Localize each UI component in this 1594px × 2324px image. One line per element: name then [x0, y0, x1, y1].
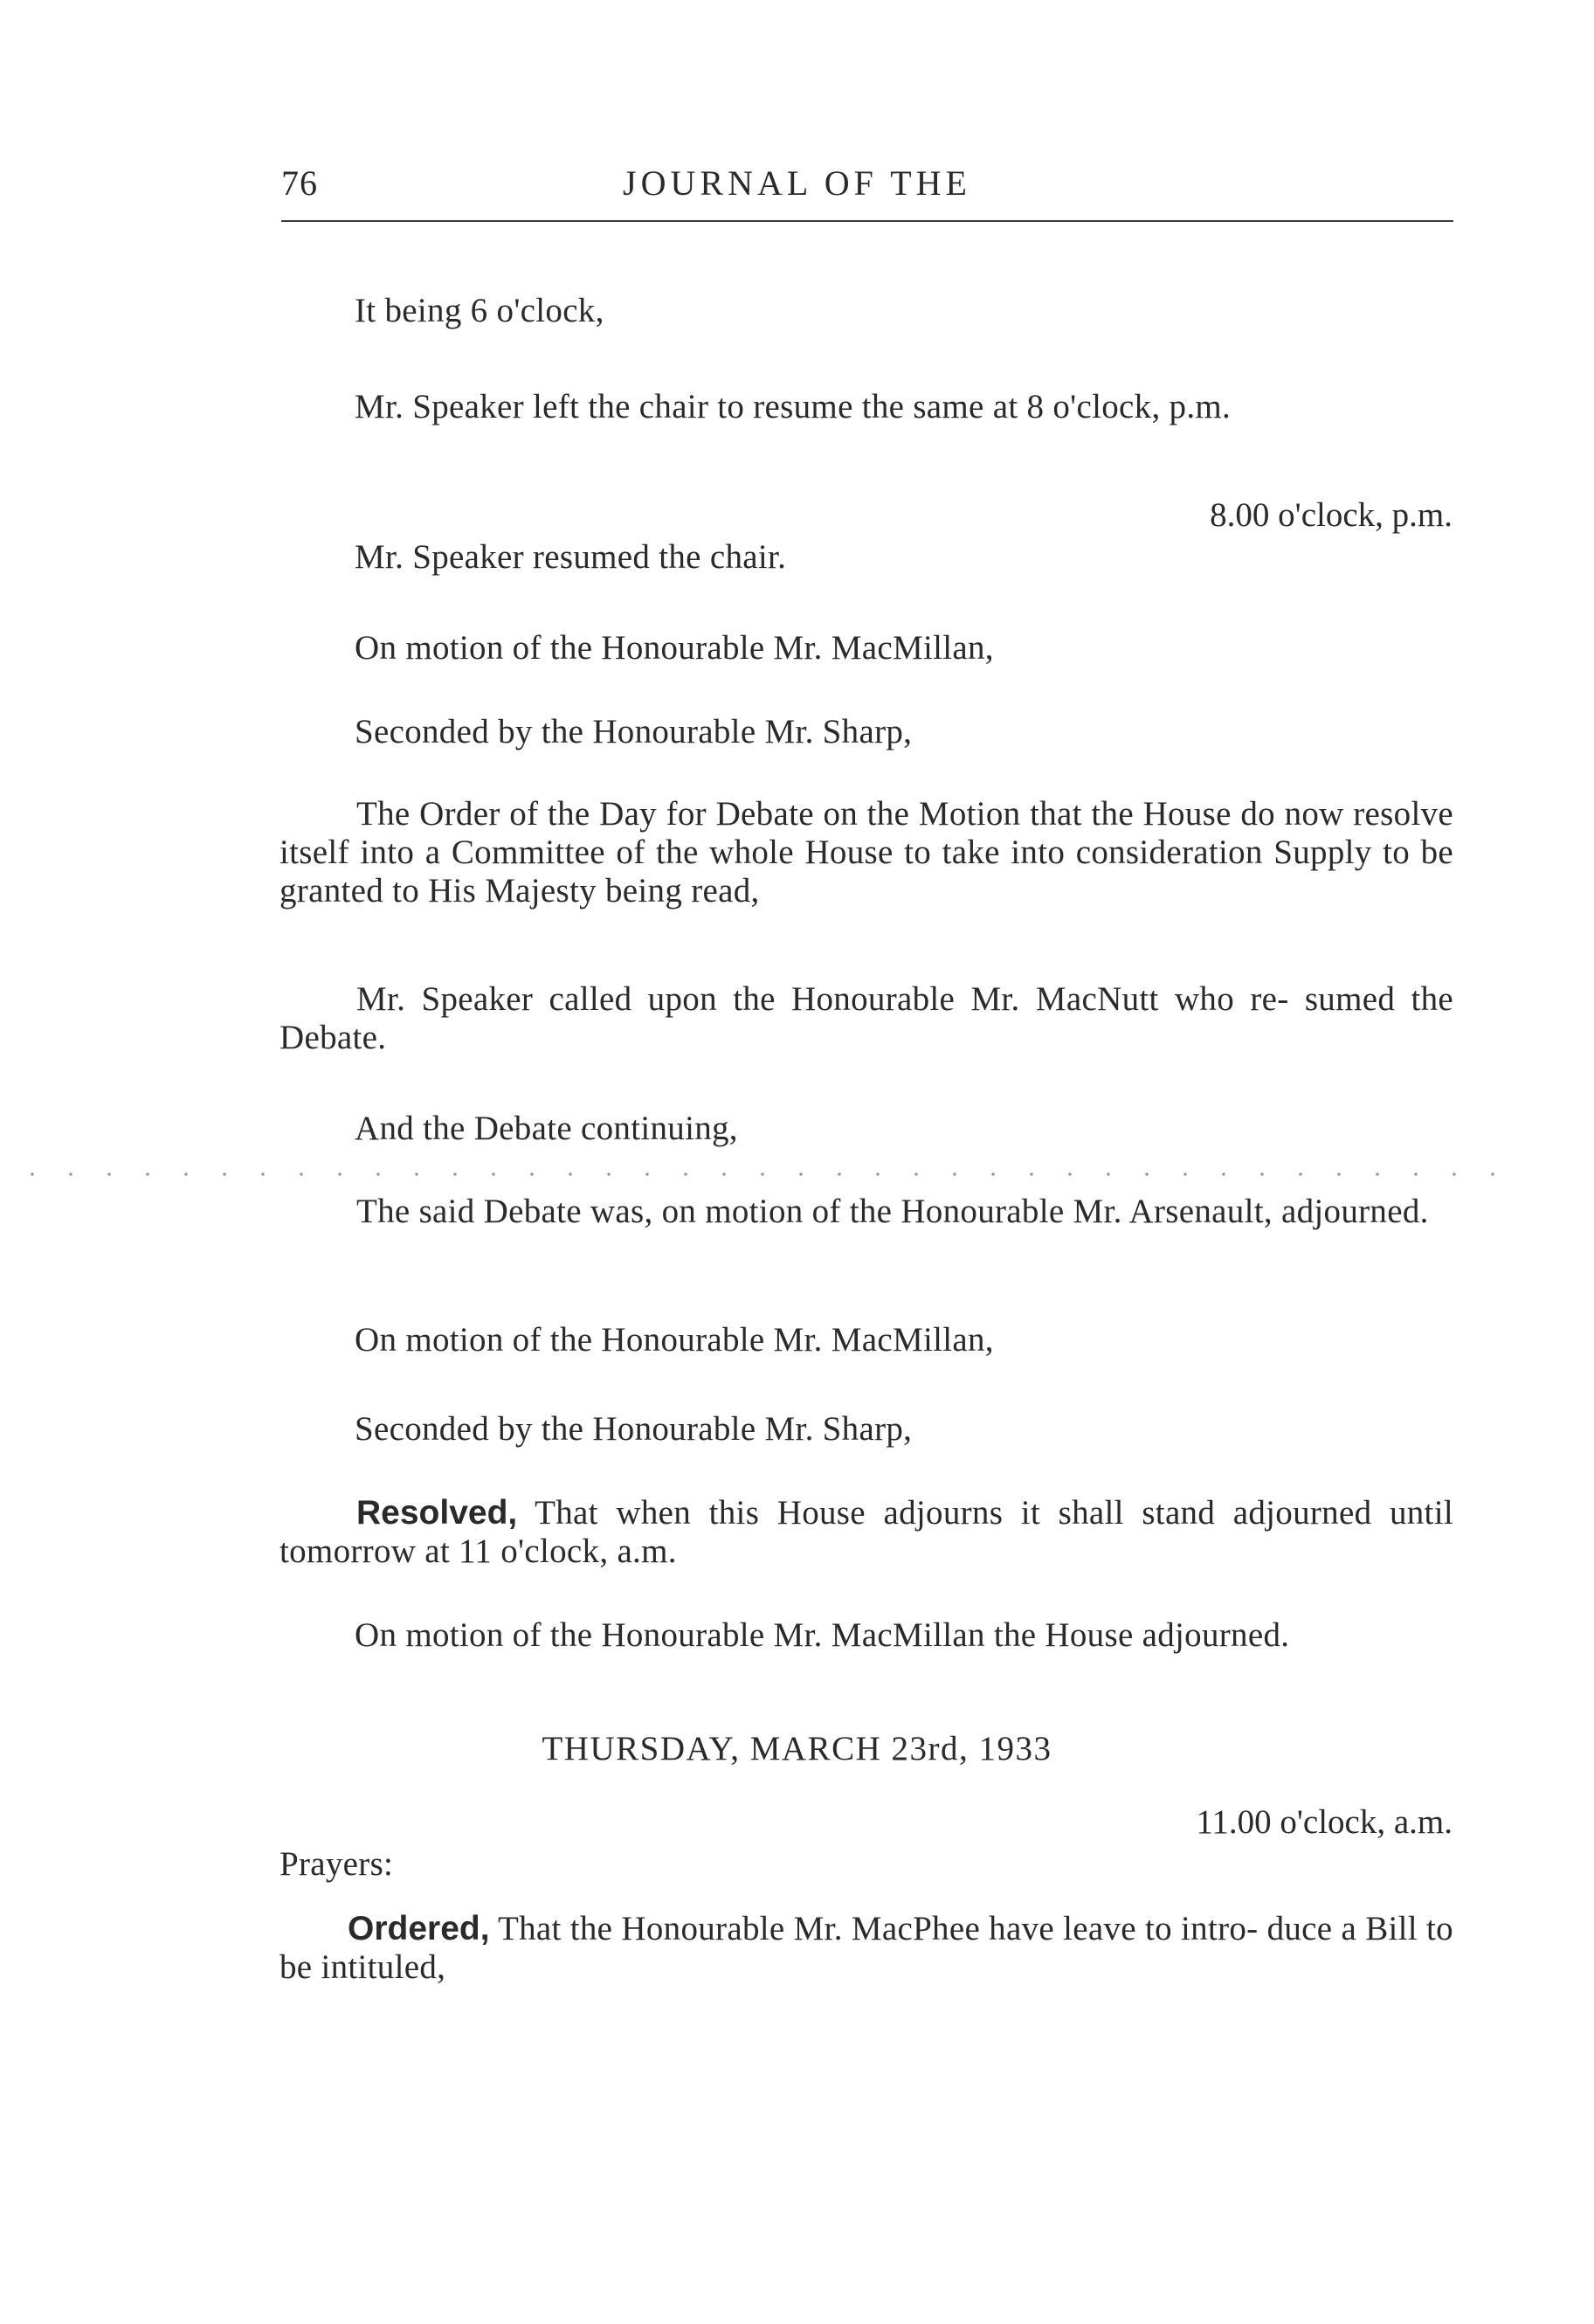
order-of-day-line-1: The Order of the Day for Debate on the Motion that the House do	[356, 795, 1275, 833]
paragraph-seconded-sharp-2: Seconded by the Honourable Mr. Sharp,	[355, 1410, 913, 1448]
debate-adjourned-line-1: The said Debate was, on motion of the Honourable Mr. Arsenault,	[356, 1193, 1273, 1230]
paragraph-speaker-called	[279, 980, 1453, 1057]
page-number: 76	[281, 163, 318, 203]
prayers-label: Prayers:	[279, 1845, 394, 1883]
paragraph-motion-macmillan: On motion of the Honourable Mr. MacMillan,	[355, 629, 994, 667]
paragraph-ordered	[279, 1910, 1453, 1987]
time-morning: 11.00 o'clock, a.m.	[1196, 1803, 1453, 1841]
paragraph-resolved	[279, 1494, 1453, 1571]
ordered-line-2: duce a Bill to be intituled,	[279, 1910, 1453, 1986]
date-heading: THURSDAY, MARCH 23rd, 1933	[542, 1730, 1052, 1767]
paragraph-house-adjourned: On motion of the Honourable Mr. MacMillan the House adjourned.	[355, 1616, 1290, 1654]
paragraph-debate-continuing: And the Debate continuing,	[355, 1110, 738, 1147]
dotted-separator	[13, 1172, 1498, 1177]
paragraph-speaker-resumed: Mr. Speaker resumed the chair.	[355, 538, 787, 576]
paragraph-order-of-day	[279, 795, 1453, 910]
speaker-called-line-2: sumed the Debate.	[279, 980, 1454, 1056]
resolved-line-2: until tomorrow at 11 o'clock, a.m.	[279, 1494, 1453, 1570]
paragraph-debate-adjourned	[279, 1193, 1453, 1231]
order-of-day-line-3: consideration Supply to be granted to His Majesty being read,	[279, 833, 1453, 910]
running-title: JOURNAL OF THE	[623, 163, 971, 203]
paragraph-six-oclock: It being 6 o'clock,	[355, 292, 604, 329]
header-rule	[281, 220, 1453, 222]
debate-adjourned-line-2: adjourned.	[1280, 1193, 1429, 1230]
ordered-label: Ordered,	[348, 1910, 490, 1947]
resolved-line-1: That when this House adjourns it shall stand adjourned	[535, 1494, 1372, 1532]
resolved-label: Resolved,	[356, 1494, 518, 1532]
time-evening: 8.00 o'clock, p.m.	[1210, 496, 1453, 534]
paragraph-motion-macmillan-2: On motion of the Honourable Mr. MacMillan,	[355, 1321, 994, 1359]
speaker-called-line-1: Mr. Speaker called upon the Honourable Mr. MacNutt who re-	[356, 980, 1289, 1018]
order-of-day-line-2: now resolve itself into a Committee of the whole House to take into	[279, 795, 1453, 871]
paragraph-speaker-left: Mr. Speaker left the chair to resume the same at 8 o'clock, p.m.	[355, 388, 1232, 425]
paragraph-seconded-sharp: Seconded by the Honourable Mr. Sharp,	[355, 713, 913, 750]
ordered-line-1: That the Honourable Mr. MacPhee have leave to intro-	[497, 1910, 1259, 1947]
